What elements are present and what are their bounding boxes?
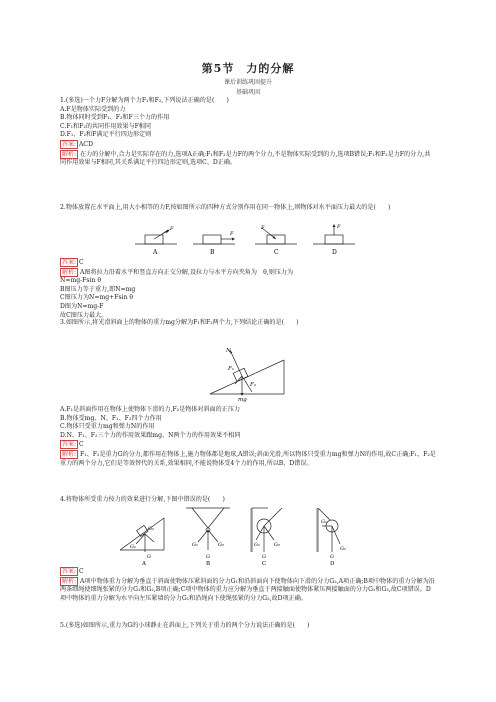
option: C.物体只受重力mg和弹力N的作用 (60, 423, 155, 431)
question-3-figure (200, 330, 290, 402)
figure-label: B (210, 249, 215, 256)
answer-tag: 答案: (62, 259, 77, 266)
g-label: G (147, 554, 151, 560)
answer-line (60, 567, 436, 577)
answer-line (60, 440, 436, 450)
answer-tag: 答案: (62, 568, 77, 575)
analysis-tag: 解析: (62, 150, 77, 158)
figure-label: C (274, 249, 279, 256)
section-heading: 基础巩固 (235, 89, 260, 96)
question-4-answer (60, 567, 436, 603)
analysis-line (60, 577, 436, 604)
answer-tag: 答案: (62, 441, 77, 449)
analysis-text: A项中物体重力分解为垂直于斜面使物体压紧斜面的分力G₁和沿斜面向下使物体向下滑的分力G₂,A项正确;B项中物体的重力分解为沿两条细绳使细绳张紧的分力G₁和G₂,B项正确;C项中物体的重力应分解为垂直于两接触面使物体紧压两接触面的分力G₁和G₂,故C项错误。D项中物体的重力分解为水平向左压紧墙的分力G₁和沿绳向下使绳张紧的分力G₂,故D项正确。 (60, 577, 435, 602)
force-label: F (261, 225, 265, 231)
analysis-text: 故C图压力最大。 (60, 311, 108, 319)
question-3-options (60, 406, 436, 468)
option: B.物体受mg、N、F₁、F₂四个力作用 (60, 414, 162, 422)
figure-label: A (142, 561, 146, 566)
force-label: F (230, 231, 234, 237)
option: B.物体同时受到F₁、F₂和F三个力的作用 (60, 114, 170, 122)
question-2-answer (60, 258, 436, 320)
option: D.N、F₁、F₂三个力的作用效果跟mg、N两个力的作用效果不相同 (60, 431, 241, 439)
g2-label: G₂ (340, 546, 346, 552)
analysis-line (60, 268, 436, 278)
normal-force-label: N (226, 348, 231, 354)
page-subtitle: 课后训练巩固提升 (223, 79, 272, 86)
f1-label: F₁ (228, 366, 235, 372)
g2-label: G₂ (218, 542, 224, 548)
question-stem: 3.如图所示,将光滑斜面上的物体的重力mg分解为F₁和F₂两个力,下列结论正确的是( ) (60, 319, 299, 326)
g-label: G (330, 554, 334, 560)
question-3 (60, 319, 436, 328)
g1-label: G₁ (130, 544, 136, 550)
analysis-line (60, 450, 436, 468)
g2-label: G₂ (148, 526, 154, 532)
analysis-text: 在力的分解中,合力是实际存在的力,选项A正确;F₁和F₂是力F的两个分力,不是物体实际受到的力,选项B错误;F₁和F₂是力F的分力,共同作用效果与F相同,其关系满足平行四边形定则,选项C、D正确。 (60, 150, 431, 167)
figure-label: A (153, 249, 158, 256)
analysis-text: C图压力为N=mg+Fsin θ (60, 294, 134, 302)
question-stem: 4.将物体所受重力按力的效果进行分解,下图中错误的是( ) (60, 496, 225, 503)
g1-label: G₁ (192, 542, 198, 548)
f2-label: F₂ (250, 382, 257, 388)
gravity-label: mg (238, 397, 247, 402)
answer-line (60, 140, 436, 150)
analysis-tag: 解析: (62, 577, 77, 585)
question-4 (60, 496, 436, 505)
g1-label: G₁ (254, 542, 260, 548)
analysis-text: F₁、F₂是重力G的分力,都作用在物体上,施力物体都是地球,A错误;斜面光滑,所以物体只受重力mg和弹力N的作用,故C正确;F₁、F₂是重力的两个分力,它们是等效替代的关系,效果相同,不能说物体受4个力的作用,所以B、D错误。 (60, 450, 436, 467)
analysis-tag: 解析: (62, 450, 77, 458)
analysis-text: B图压力等于重力,即N=mg (60, 285, 136, 293)
question-stem: 2.物体放置在水平面上,用大小相等的力F,按如图所示的四种方式分别作用在同一物体上,则物体对水平面压力最大的是( ) (60, 204, 391, 211)
answer-value: C (79, 441, 84, 449)
question-1 (60, 97, 436, 168)
answer-tag: 答案: (62, 140, 77, 148)
force-label: F (337, 224, 341, 230)
question-2 (60, 204, 436, 213)
question-4-figure (118, 506, 378, 566)
answer-value: ACD (79, 140, 93, 148)
option: D.F₁、F₂和F满足平行四边形定则 (60, 131, 152, 139)
figure-label: D (330, 561, 335, 566)
g-label: G (206, 554, 210, 560)
question-2-figure (135, 222, 365, 258)
option: C.F₁和F₂的共同作用效果与F相同 (60, 122, 151, 130)
analysis-tag: 解析: (62, 268, 77, 276)
answer-value: C (79, 568, 84, 575)
figure-label: D (332, 249, 337, 256)
option: A.F是物体实际受到的力 (60, 105, 126, 113)
question-stem: 1.(多选)一个力F分解为两个力F₁和F₂,下列说法正确的是( ) (60, 97, 229, 104)
analysis-text: D图为N=mg-F (60, 302, 104, 310)
figure-label: C (262, 561, 267, 566)
g1-label: G₁ (321, 519, 327, 525)
g2-label: G₂ (274, 542, 280, 548)
g-label: G (262, 554, 266, 560)
analysis-text: A图将拉力沿着水平和竖直方向正交分解,设拉力与水平方向夹角为 θ,则压力为 (80, 268, 294, 276)
answer-value: C (79, 259, 84, 266)
figure-label: B (206, 561, 211, 566)
force-label: F (170, 226, 174, 232)
page-title: 第5节 力的分解 (201, 62, 295, 75)
analysis-text: N=mg-Fsin θ (60, 277, 102, 285)
answer-line (60, 258, 436, 268)
question-5 (60, 622, 436, 631)
question-stem: 5.(多选)如图所示,重力为G的小球静止在斜面上,下列关于重力的两个分力说法正确的是( ) (60, 622, 310, 629)
analysis-line (60, 150, 436, 168)
option: A.F₁是斜面作用在物体上使物体下滑的力,F₂是物体对斜面的正压力 (60, 406, 241, 413)
